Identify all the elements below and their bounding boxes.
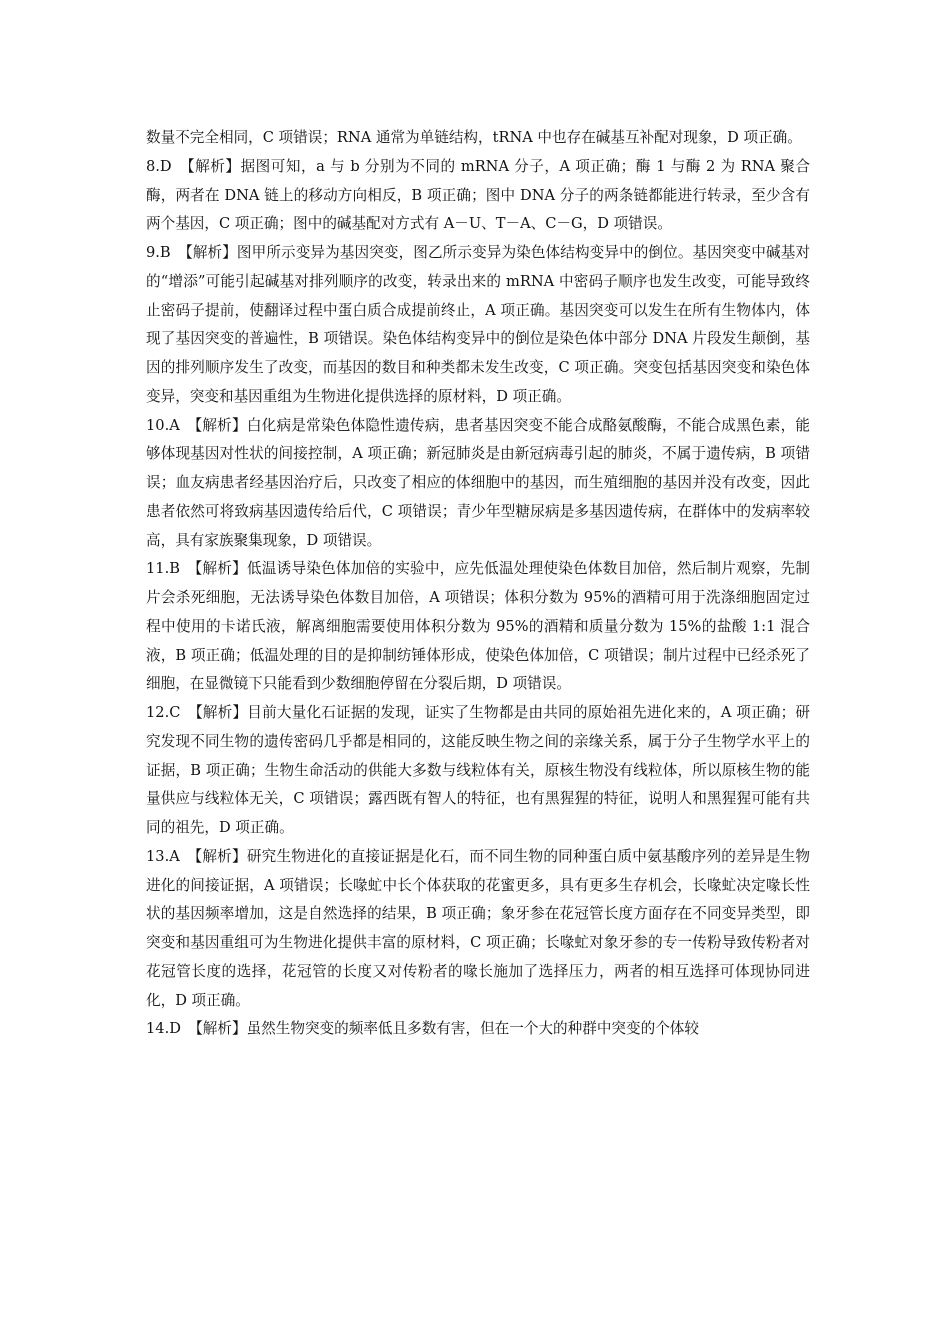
- paragraph-answer-12: 12.C 【解析】目前大量化石证据的发现，证实了生物都是由共同的原始祖先进化来的，A 项正确；研究发现不同生物的遗传密码几乎都是相同的，这能反映生物之间的亲缘关系，属于分子生物学水平上的证据，B 项正确；生物生命活动的供能大多数与线粒体有关，原核生物没有线粒体，所以原核生物的能量供应与线粒体无关，C 项错误；露西既有智人的特征，也有黑猩猩的特征，说明人和黑猩猩可能有共同的祖先，D 项正确。: [146, 704, 810, 836]
- paragraph-answer-13: 13.A 【解析】研究生物进化的直接证据是化石，而不同生物的同种蛋白质中氨基酸序列的差异是生物进化的间接证据，A 项错误；长喙虻中长个体获取的花蜜更多，具有更多生存机会，长喙虻决定喙长性状的基因频率增加，这是自然选择的结果，B 项正确；象牙参在花冠管长度方面存在不同变异类型，即突变和基因重组可为生物进化提供丰富的原材料，C 项正确；长喙虻对象牙参的专一传粉导致传粉者对花冠管长度的选择，花冠管的长度又对传粉者的喙长施加了选择压力，两者的相互选择可体现协同进化，D 项正确。: [146, 847, 810, 1009]
- paragraph-answer-8: 8.D 【解析】据图可知，a 与 b 分别为不同的 mRNA 分子，A 项正确；酶 1 与酶 2 为 RNA 聚合酶，两者在 DNA 链上的移动方向相反，B 项正确；图中 DNA 分子的两条链都能进行转录，至少含有两个基因，C 项正确；图中的碱基配对方式有 A－U、T－A、C－G，D 项错误。: [146, 157, 810, 233]
- paragraph-continuation-q7: 数量不完全相同，C 项错误；RNA 通常为单链结构，tRNA 中也存在碱基互补配对现象，D 项正确。: [146, 129, 802, 146]
- paragraph-answer-11: 11.B 【解析】低温诱导染色体加倍的实验中，应先低温处理使染色体数目加倍，然后制片观察，先制片会杀死细胞，无法诱导染色体数目加倍，A 项错误；体积分数为 95%的酒精可用于洗涤细胞固定过程中使用的卡诺氏液，解离细胞需要使用体积分数为 95%的酒精和质量分数为 15%的盐酸 1:1 混合液，B 项正确；低温处理的目的是抑制纺锤体形成，使染色体加倍，C 项错误；制片过程中已经杀死了细胞，在显微镜下只能看到少数细胞停留在分裂后期，D 项错误。: [146, 560, 810, 693]
- answer-explanations: [146, 124, 810, 1044]
- paragraph-answer-9: 9.B 【解析】图甲所示变异为基因突变，图乙所示变异为染色体结构变异中的倒位。基因突变中碱基对的“增添”可能引起碱基对排列顺序的改变，转录出来的 mRNA 中密码子顺序也发生改变，可能导致终止密码子提前，使翻译过程中蛋白质合成提前终止，A 项正确。基因突变可以发生在所有生物体内，体现了基因突变的普遍性，B 项错误。染色体结构变异中的倒位是染色体中部分 DNA 片段发生颠倒，基因的排列顺序发生了改变，而基因的数目和种类都未发生改变，C 项正确。突变包括基因突变和染色体变异，突变和基因重组为生物进化提供选择的原材料，D 项正确。: [146, 244, 810, 405]
- paragraph-answer-14: 14.D 【解析】虽然生物突变的频率低且多数有害，但在一个大的种群中突变的个体较: [146, 1020, 699, 1038]
- paragraph-answer-10: 10.A 【解析】白化病是常染色体隐性遗传病，患者基因突变不能合成酪氨酸酶，不能合成黑色素，能够体现基因对性状的间接控制，A 项正确；新冠肺炎是由新冠病毒引起的肺炎，不属于遗传病，B 项错误；血友病患者经基因治疗后，只改变了相应的体细胞中的基因，而生殖细胞的基因并没有改变，因此患者依然可将致病基因遗传给后代，C 项错误；青少年型糖尿病是多基因遗传病，在群体中的发病率较高，具有家族聚集现象，D 项错误。: [146, 416, 810, 549]
